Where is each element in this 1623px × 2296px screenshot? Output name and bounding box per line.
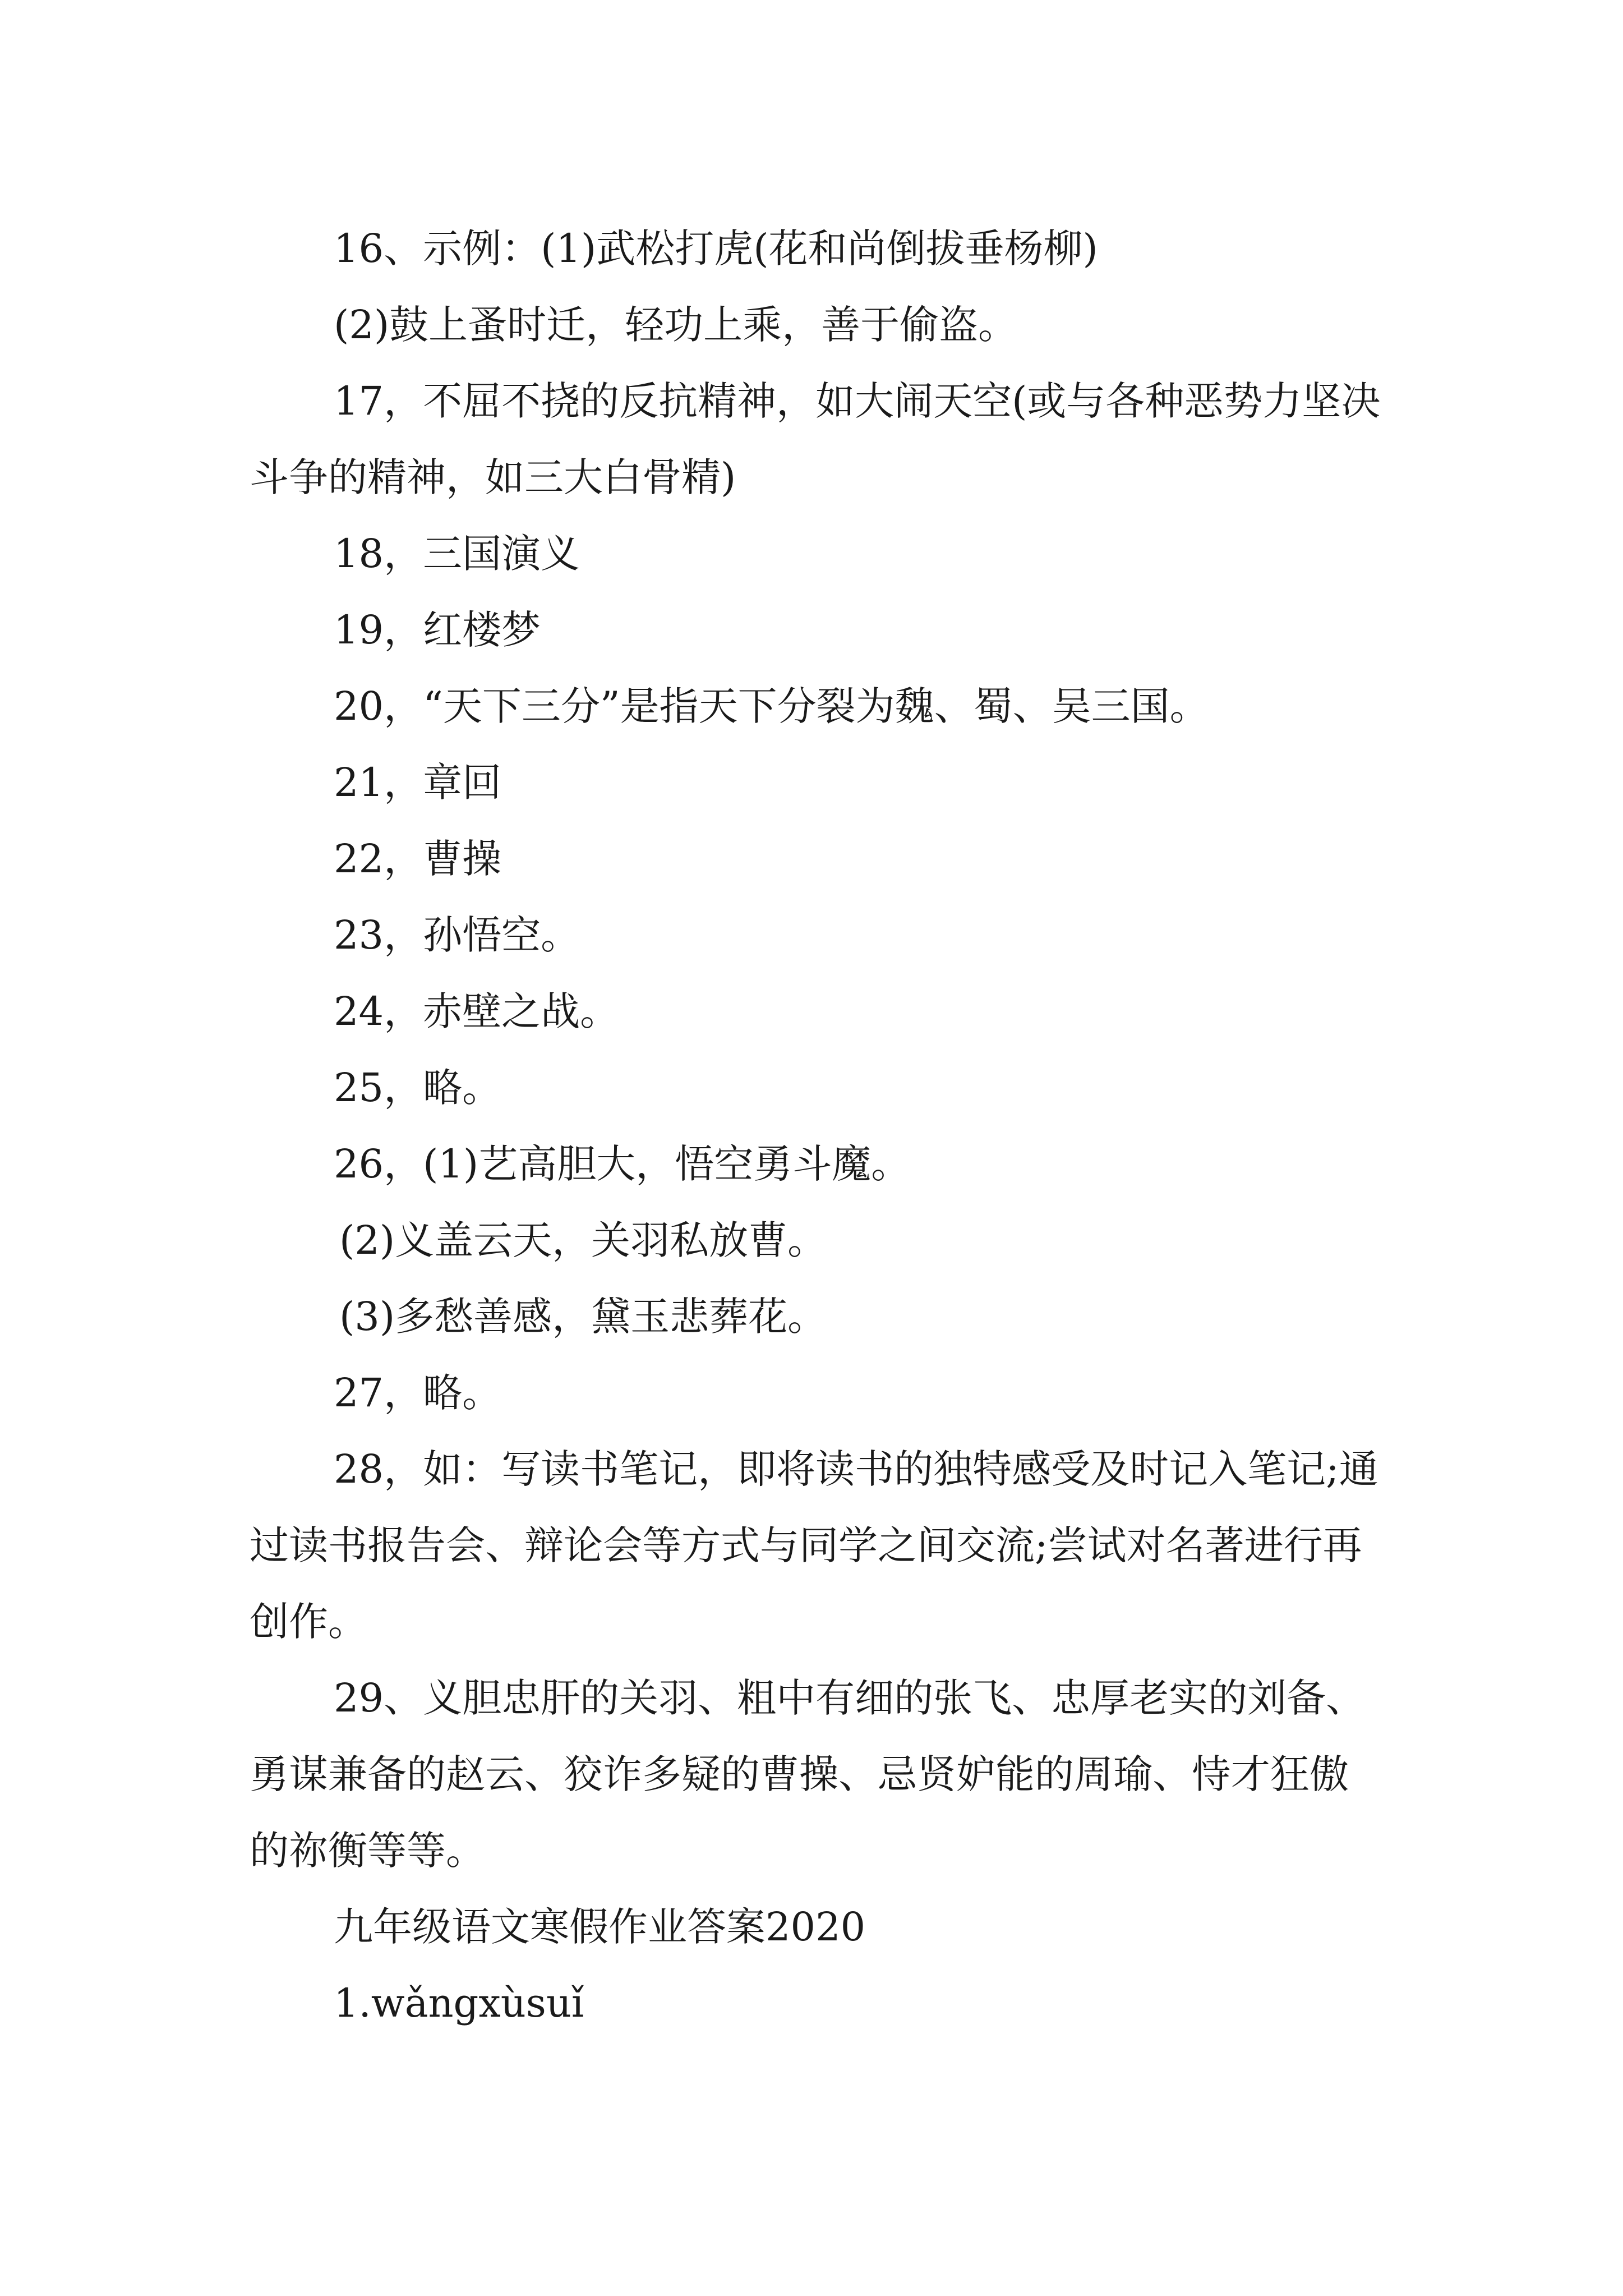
answer-18: 18，三国演义 [334, 531, 580, 577]
answer-23: 23，孙悟空。 [334, 912, 580, 958]
answer-22: 22，曹操 [334, 836, 502, 882]
answer-24: 24，赤壁之战。 [334, 988, 620, 1034]
answer-26-part-1: 26，(1)艺高胆大，悟空勇斗魔。 [334, 1141, 911, 1187]
answer-19: 19，红楼梦 [334, 607, 541, 653]
section-heading: 九年级语文寒假作业答案2020 [334, 1904, 866, 1950]
answer-17: 17，不屈不挠的反抗精神，如大闹天空(或与各种恶势力坚决斗争的精神，如三大白骨精) [250, 378, 1381, 500]
answer-27: 27，略。 [334, 1370, 502, 1416]
answer-16-example: 16、示例：(1)武松打虎(花和尚倒拔垂杨柳) [334, 226, 1098, 272]
answer-text-body [250, 210, 1382, 2041]
answer-21: 21，章回 [334, 760, 502, 806]
answer-28: 28，如：写读书笔记，即将读书的独特感受及时记入笔记;通过读书报告会、辩论会等方式与同学之间交流;尝试对名著进行再创作。 [250, 1446, 1378, 1645]
answer-16-part-2: (2)鼓上蚤时迁，轻功上乘，善于偷盗。 [334, 302, 1018, 348]
answer-25: 25，略。 [334, 1065, 502, 1111]
answer-20: 20，“天下三分”是指天下分裂为魏、蜀、吴三国。 [334, 683, 1209, 729]
answer-29: 29、义胆忠肝的关羽、粗中有细的张飞、忠厚老实的刘备、勇谋兼备的赵云、狡诈多疑的曹操、忌贤妒能的周瑜、恃才狂傲的祢衡等等。 [250, 1675, 1366, 1874]
answer-1-pinyin: 1.wǎngxùsuǐ [334, 1980, 584, 2026]
answer-26-part-2: (2)义盖云天，关羽私放曹。 [339, 1217, 827, 1263]
answer-26-part-3: (3)多愁善感，黛玉悲葬花。 [339, 1294, 827, 1340]
